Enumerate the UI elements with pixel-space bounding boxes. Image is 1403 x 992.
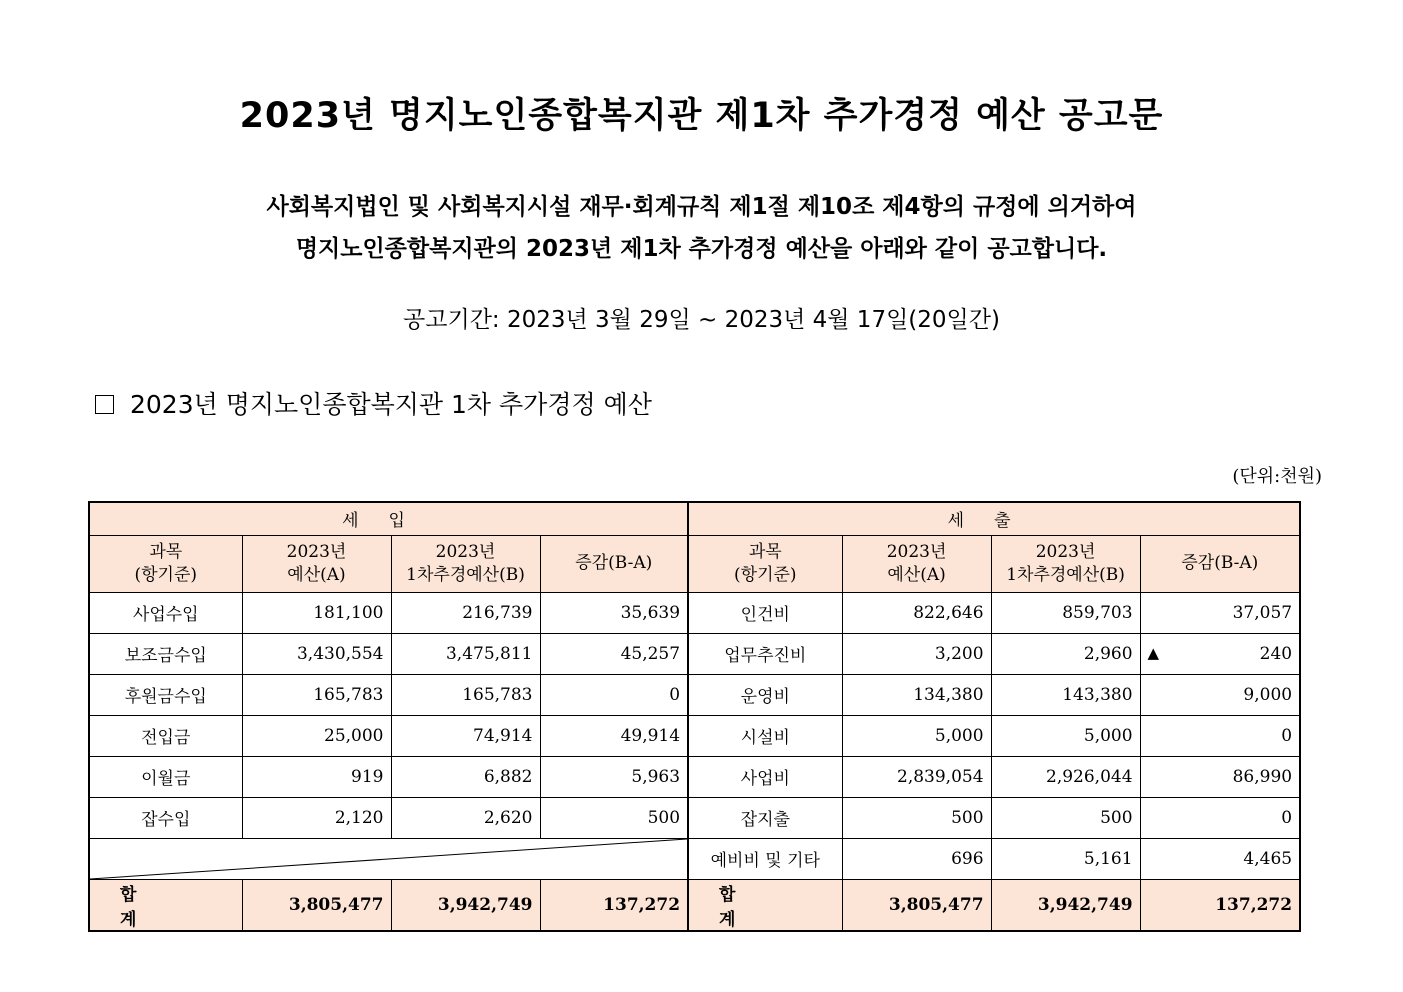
income-budget-b: 74,914 bbox=[391, 715, 540, 756]
table-row bbox=[89, 838, 1300, 879]
header-revised: 2023년 1차추경예산(B) bbox=[991, 535, 1140, 592]
expense-budget-a: 2,839,054 bbox=[842, 756, 991, 797]
table-row bbox=[89, 633, 1300, 674]
income-budget-a: 919 bbox=[242, 756, 391, 797]
expense-total-a: 3,805,477 bbox=[842, 879, 991, 931]
section-title: 2023년 명지노인종합복지관 1차 추가경정 예산 bbox=[130, 390, 652, 419]
income-budget-b: 3,475,811 bbox=[391, 633, 540, 674]
income-total-diff: 137,272 bbox=[540, 879, 688, 931]
expense-budget-b: 2,960 bbox=[991, 633, 1140, 674]
expense-change-value: 9,000 bbox=[1243, 684, 1293, 705]
expense-budget-b: 859,703 bbox=[991, 592, 1140, 633]
income-item: 전입금 bbox=[89, 715, 242, 756]
income-total-b: 3,942,749 bbox=[391, 879, 540, 931]
expense-budget-b: 143,380 bbox=[991, 674, 1140, 715]
table-row bbox=[89, 592, 1300, 633]
expense-budget-b: 5,161 bbox=[991, 838, 1140, 879]
header-change: 증감(B-A) bbox=[540, 535, 688, 592]
expense-change bbox=[1140, 674, 1300, 715]
income-budget-b: 2,620 bbox=[391, 797, 540, 838]
table-row bbox=[89, 674, 1300, 715]
table-header-row bbox=[89, 535, 1300, 592]
expense-total-diff: 137,272 bbox=[1140, 879, 1300, 931]
expense-budget-a: 696 bbox=[842, 838, 991, 879]
expense-budget-b: 500 bbox=[991, 797, 1140, 838]
intro-line-2: 명지노인종합복지관의 2023년 제1차 추가경정 예산을 아래와 같이 공고합니다. bbox=[295, 236, 1108, 262]
expense-budget-b: 5,000 bbox=[991, 715, 1140, 756]
expense-change bbox=[1140, 756, 1300, 797]
expense-change bbox=[1140, 797, 1300, 838]
expense-total-label: 합계 bbox=[688, 879, 842, 931]
intro-line-1: 사회복지법인 및 사회복지시설 재무·회계규칙 제1절 제10조 제4항의 규정에 의거하여 bbox=[266, 194, 1137, 220]
income-item: 사업수입 bbox=[89, 592, 242, 633]
expense-budget-a: 822,646 bbox=[842, 592, 991, 633]
expense-total-b: 3,942,749 bbox=[991, 879, 1140, 931]
income-budget-a: 25,000 bbox=[242, 715, 391, 756]
income-change: 0 bbox=[540, 674, 688, 715]
expense-change bbox=[1140, 633, 1300, 674]
header-budget: 2023년 예산(A) bbox=[242, 535, 391, 592]
expense-budget-a: 500 bbox=[842, 797, 991, 838]
income-item: 잡수입 bbox=[89, 797, 242, 838]
expense-change-value: 37,057 bbox=[1232, 602, 1293, 623]
expense-item: 예비비 및 기타 bbox=[688, 838, 842, 879]
expense-item: 사업비 bbox=[688, 756, 842, 797]
income-budget-a: 165,783 bbox=[242, 674, 391, 715]
table-row bbox=[89, 715, 1300, 756]
expense-item: 인건비 bbox=[688, 592, 842, 633]
income-total-a: 3,805,477 bbox=[242, 879, 391, 931]
budget-table bbox=[88, 501, 1301, 932]
expense-budget-a: 5,000 bbox=[842, 715, 991, 756]
expense-change bbox=[1140, 592, 1300, 633]
diagonal-line bbox=[90, 839, 687, 879]
income-budget-a: 2,120 bbox=[242, 797, 391, 838]
decrease-triangle-icon: ▲ bbox=[1147, 643, 1160, 662]
income-budget-a: 3,430,554 bbox=[242, 633, 391, 674]
income-section-label: 세입 bbox=[89, 502, 688, 535]
header-budget: 2023년 예산(A) bbox=[842, 535, 991, 592]
expense-change-value: 0 bbox=[1281, 807, 1293, 828]
income-item: 후원금수입 bbox=[89, 674, 242, 715]
empty-diagonal-cell bbox=[89, 838, 688, 879]
income-total-label: 합계 bbox=[89, 879, 242, 931]
header-revised: 2023년 1차추경예산(B) bbox=[391, 535, 540, 592]
table-row bbox=[89, 756, 1300, 797]
income-change: 500 bbox=[540, 797, 688, 838]
income-budget-a: 181,100 bbox=[242, 592, 391, 633]
income-change: 5,963 bbox=[540, 756, 688, 797]
notice-period: 공고기간: 2023년 3월 29일 ~ 2023년 4월 17일(20일간) bbox=[403, 307, 1000, 333]
income-change: 35,639 bbox=[540, 592, 688, 633]
expense-section-label: 세출 bbox=[688, 502, 1300, 535]
expense-change bbox=[1140, 838, 1300, 879]
income-budget-b: 216,739 bbox=[391, 592, 540, 633]
expense-change-value: 240 bbox=[1259, 643, 1293, 664]
table-row bbox=[89, 797, 1300, 838]
header-item: 과목 (항기준) bbox=[688, 535, 842, 592]
unit-label: (단위:천원) bbox=[1232, 466, 1322, 487]
header-change: 증감(B-A) bbox=[1140, 535, 1300, 592]
income-budget-b: 6,882 bbox=[391, 756, 540, 797]
expense-item: 운영비 bbox=[688, 674, 842, 715]
total-row bbox=[89, 879, 1300, 931]
expense-change-value: 86,990 bbox=[1232, 766, 1293, 787]
expense-change-value: 0 bbox=[1281, 725, 1293, 746]
expense-item: 시설비 bbox=[688, 715, 842, 756]
page-title: 2023년 명지노인종합복지관 제1차 추가경정 예산 공고문 bbox=[239, 96, 1164, 136]
income-item: 이월금 bbox=[89, 756, 242, 797]
header-item: 과목 (항기준) bbox=[89, 535, 242, 592]
expense-budget-b: 2,926,044 bbox=[991, 756, 1140, 797]
square-bullet-icon bbox=[95, 395, 114, 414]
income-budget-b: 165,783 bbox=[391, 674, 540, 715]
table-band-row bbox=[89, 502, 1300, 535]
expense-item: 업무추진비 bbox=[688, 633, 842, 674]
expense-budget-a: 3,200 bbox=[842, 633, 991, 674]
income-change: 45,257 bbox=[540, 633, 688, 674]
expense-item: 잡지출 bbox=[688, 797, 842, 838]
expense-change-value: 4,465 bbox=[1243, 848, 1293, 869]
income-item: 보조금수입 bbox=[89, 633, 242, 674]
expense-budget-a: 134,380 bbox=[842, 674, 991, 715]
section-heading bbox=[95, 385, 652, 421]
expense-change bbox=[1140, 715, 1300, 756]
income-change: 49,914 bbox=[540, 715, 688, 756]
